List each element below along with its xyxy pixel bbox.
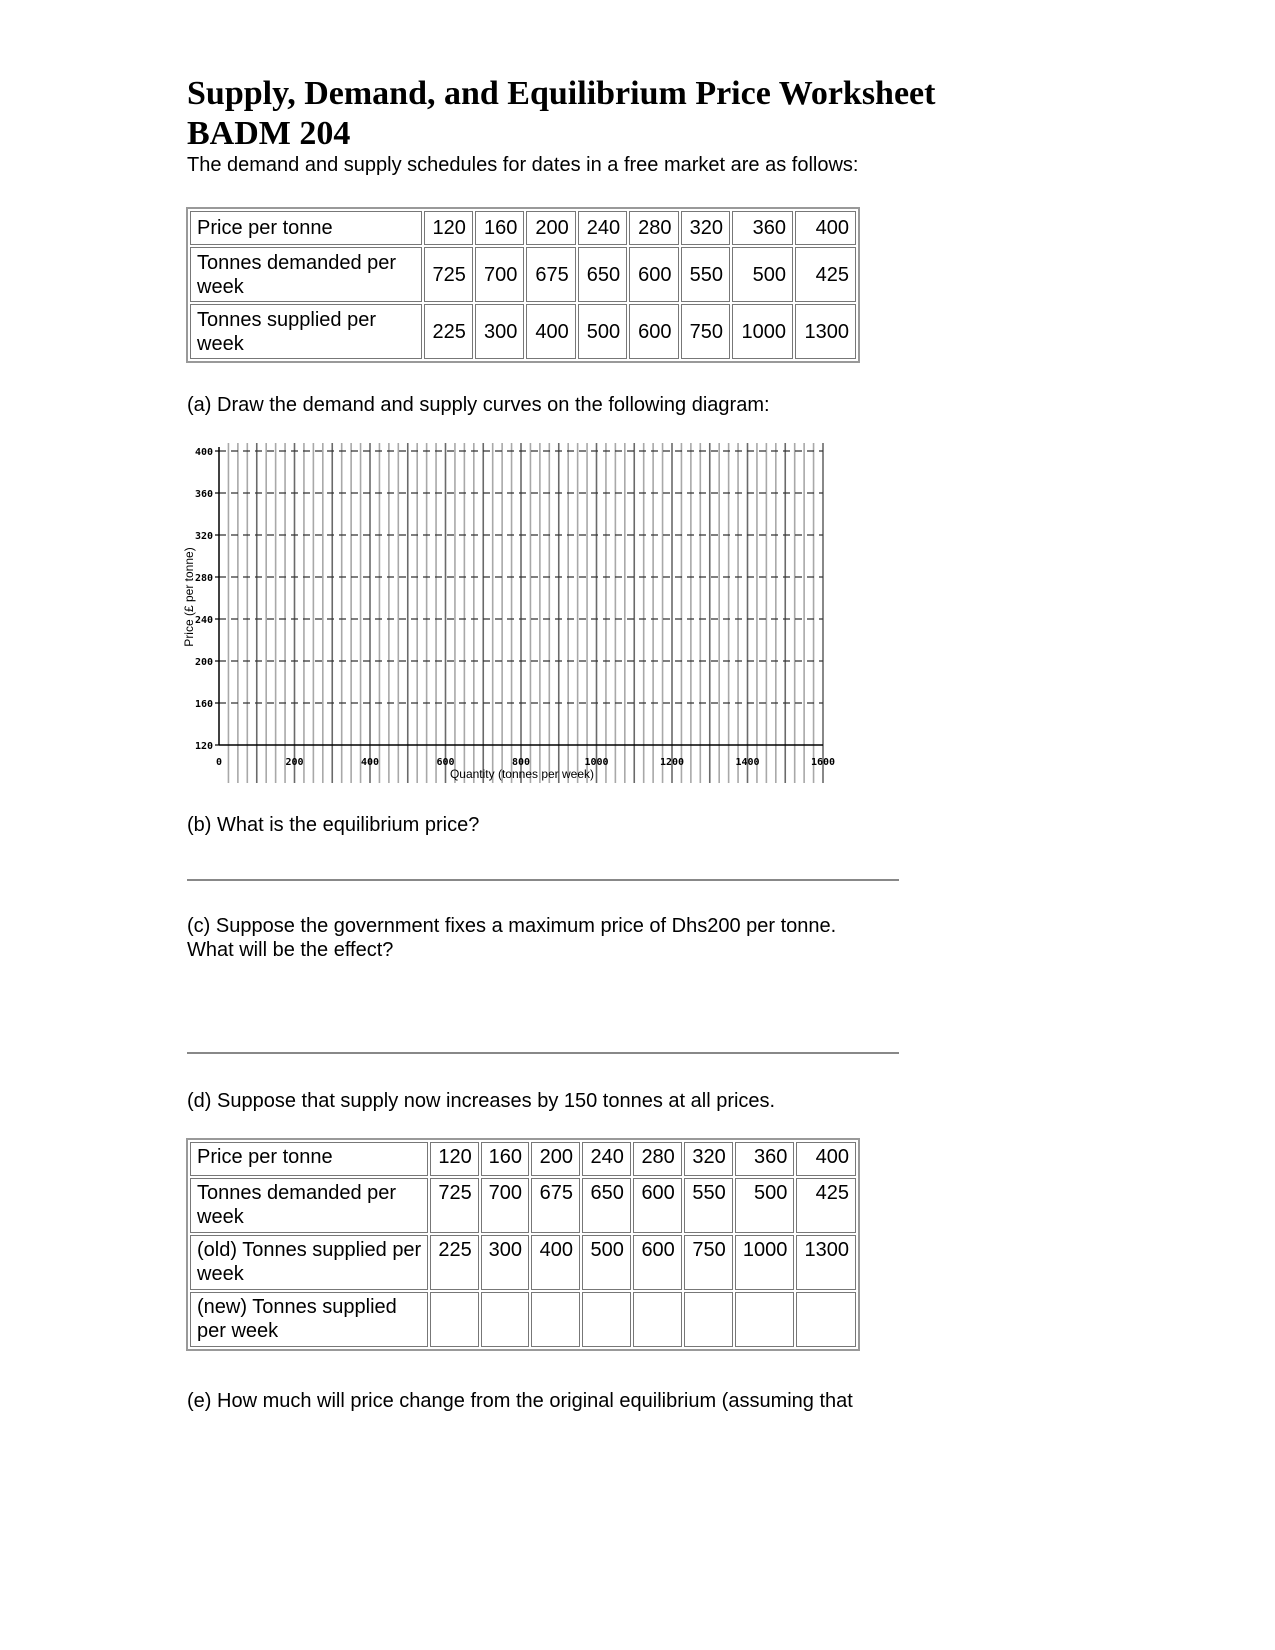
row-label: Price per tonne	[190, 211, 422, 245]
y-tick-label: 320	[194, 531, 213, 542]
table-cell: 400	[526, 304, 575, 359]
table-cell: 1300	[796, 1235, 856, 1290]
table-cell: 120	[430, 1142, 478, 1176]
question-c-line-2: What will be the effect?	[187, 939, 394, 961]
table-cell[interactable]	[735, 1292, 795, 1347]
table-cell: 320	[681, 211, 730, 245]
row-label: (old) Tonnes supplied per week	[190, 1235, 428, 1290]
x-tick-label: 0	[215, 757, 223, 768]
table-cell: 160	[475, 211, 524, 245]
table-cell: 675	[531, 1178, 580, 1233]
table-cell: 300	[481, 1235, 529, 1290]
table-cell: 500	[578, 304, 627, 359]
row-label: Tonnes demanded per week	[190, 247, 422, 302]
table-cell: 200	[531, 1142, 580, 1176]
answer-line-b[interactable]	[187, 879, 899, 881]
x-tick-label: 200	[285, 757, 304, 768]
table-cell: 650	[582, 1178, 631, 1233]
table-cell: 400	[531, 1235, 580, 1290]
table-cell: 600	[629, 304, 678, 359]
table-cell: 225	[424, 304, 473, 359]
table-cell: 240	[578, 211, 627, 245]
chart-grid	[228, 443, 823, 783]
question-c-line-1: (c) Suppose the government fixes a maximum price of Dhs200 per tonne.	[187, 915, 837, 937]
x-tick-label: 1400	[735, 757, 760, 768]
table-cell: 300	[475, 304, 524, 359]
table-cell: 600	[633, 1178, 682, 1233]
table-cell: 360	[735, 1142, 795, 1176]
table-cell: 200	[526, 211, 575, 245]
table-cell: 425	[795, 247, 856, 302]
table-row	[190, 1292, 856, 1347]
table-cell: 750	[684, 1235, 733, 1290]
x-tick-label: 1000	[584, 757, 609, 768]
y-tick-label: 360	[194, 489, 213, 500]
table-cell: 1000	[735, 1235, 795, 1290]
table-cell[interactable]	[633, 1292, 682, 1347]
table-cell: 1000	[732, 304, 793, 359]
table-row	[190, 1142, 856, 1176]
table-cell[interactable]	[582, 1292, 631, 1347]
table-cell: 320	[684, 1142, 733, 1176]
table-cell: 425	[796, 1178, 856, 1233]
x-tick-label: 600	[436, 757, 455, 768]
table-cell: 650	[578, 247, 627, 302]
table-cell: 280	[629, 211, 678, 245]
table-cell: 400	[795, 211, 856, 245]
table-cell: 725	[424, 247, 473, 302]
table-row	[190, 1178, 856, 1233]
question-c	[187, 914, 836, 962]
row-label: Tonnes supplied per week	[190, 304, 422, 359]
title-line-2: BADM 204	[187, 115, 351, 152]
table-cell: 500	[582, 1235, 631, 1290]
question-d: (d) Suppose that supply now increases by 150 tonnes at all prices.	[187, 1090, 776, 1112]
table-cell: 280	[633, 1142, 682, 1176]
x-tick-label: 1200	[659, 757, 685, 768]
y-tick-label: 240	[194, 615, 213, 626]
new-supply-table	[186, 1138, 860, 1351]
table-cell: 725	[430, 1178, 478, 1233]
x-tick-label: 1600	[810, 757, 836, 768]
table-cell: 750	[681, 304, 730, 359]
question-e: (e) How much will price change from the original equilibrium (assuming that	[187, 1390, 853, 1412]
y-tick-label: 200	[194, 657, 213, 668]
table-cell[interactable]	[684, 1292, 733, 1347]
question-b: (b) What is the equilibrium price?	[187, 814, 480, 836]
table-cell: 600	[629, 247, 678, 302]
y-tick-label: 120	[194, 741, 213, 752]
table-cell: 120	[424, 211, 473, 245]
row-label: (new) Tonnes supplied per week	[190, 1292, 428, 1347]
table-cell: 700	[481, 1178, 529, 1233]
y-axis-title: Price (£ per tonne)	[182, 547, 196, 647]
table-cell: 700	[475, 247, 524, 302]
y-tick-label: 160	[194, 699, 213, 710]
answer-line-c[interactable]	[187, 1052, 899, 1054]
table-cell[interactable]	[481, 1292, 529, 1347]
x-axis-title: Quantity (tonnes per week)	[449, 767, 595, 781]
table-cell: 1300	[795, 304, 856, 359]
table-cell[interactable]	[531, 1292, 580, 1347]
question-a: (a) Draw the demand and supply curves on the following diagram:	[187, 394, 770, 416]
table-cell: 500	[732, 247, 793, 302]
x-tick-label: 800	[511, 757, 531, 768]
y-tick-label: 280	[194, 573, 213, 584]
table-row	[190, 1235, 856, 1290]
table-cell[interactable]	[430, 1292, 478, 1347]
table-cell: 225	[430, 1235, 478, 1290]
table-cell: 160	[481, 1142, 529, 1176]
intro-text: The demand and supply schedules for dates in a free market are as follows:	[187, 154, 859, 176]
x-tick-label: 400	[360, 757, 380, 768]
row-label: Price per tonne	[190, 1142, 428, 1176]
table-cell: 500	[735, 1178, 795, 1233]
row-label: Tonnes demanded per week	[190, 1178, 428, 1233]
table-cell: 400	[796, 1142, 856, 1176]
table-cell: 360	[732, 211, 793, 245]
table-cell: 600	[633, 1235, 682, 1290]
table-cell: 675	[526, 247, 575, 302]
table-cell: 550	[681, 247, 730, 302]
table-cell: 240	[582, 1142, 631, 1176]
table-cell[interactable]	[796, 1292, 856, 1347]
title-line-1: Supply, Demand, and Equilibrium Price Worksheet	[187, 75, 936, 112]
table-cell: 550	[684, 1178, 733, 1233]
y-tick-label: 400	[194, 447, 213, 458]
